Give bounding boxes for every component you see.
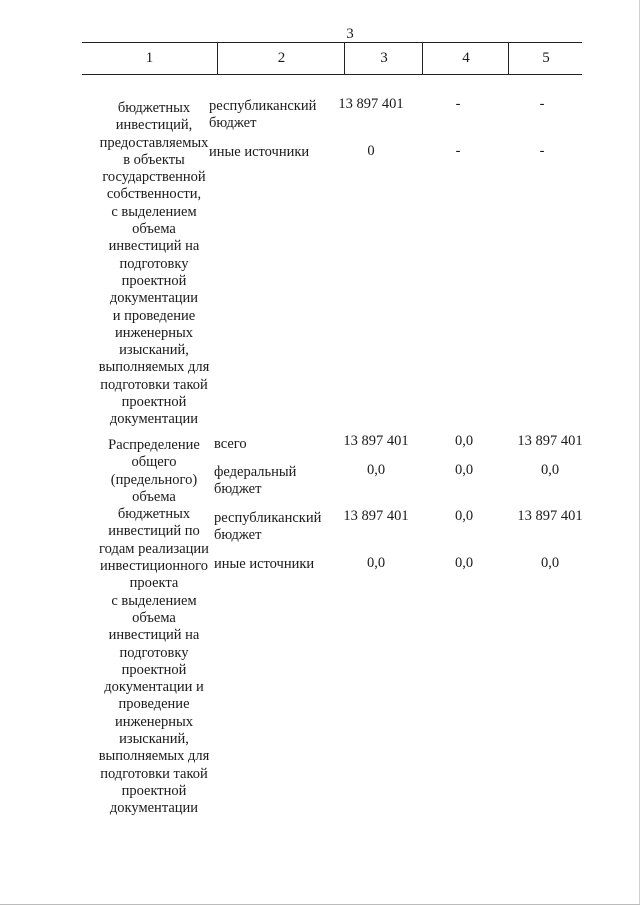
block2-desc-line: подготовки такой — [100, 765, 208, 782]
page-number-text: 3 — [346, 26, 354, 42]
block1-desc-line: проектной — [121, 272, 187, 289]
block2-desc-line: с выделением — [111, 592, 197, 609]
source-line: республиканский — [209, 98, 317, 114]
source-line: бюджет — [214, 527, 262, 544]
block2-desc-line: (предельного) — [110, 471, 198, 488]
block2-desc-line: подготовку — [119, 644, 189, 661]
block2-desc-line: годам реализации — [99, 540, 209, 557]
block2-description — [90, 437, 218, 818]
source-line: иные источники — [209, 144, 310, 160]
block2-row4-col3: 0,0 — [366, 555, 386, 571]
block2-desc-line: документации — [109, 800, 199, 817]
block1-row1-col3: 13 897 401 — [338, 96, 404, 112]
table-header-row — [82, 42, 582, 75]
source-line: бюджет — [214, 481, 262, 498]
block1-row2-source — [209, 144, 327, 161]
block2-row3-col4: 0,0 — [454, 508, 474, 524]
block2-desc-line: проектной — [121, 661, 187, 678]
block1-desc-line: и проведение — [112, 307, 196, 324]
block2-desc-line: инвестиционного — [100, 558, 208, 575]
header-col-5: 5 — [508, 43, 583, 74]
block1-row2-col4: - — [455, 143, 461, 159]
block1-desc-line: объема — [132, 221, 176, 238]
block1-desc-line: инвестиций на — [108, 238, 200, 255]
block2-desc-line: изысканий, — [119, 731, 189, 748]
header-col-4: 4 — [422, 43, 509, 74]
block2-desc-line: инвестиций по — [108, 523, 200, 540]
block1-row1-col5: - — [539, 96, 545, 112]
header-col-1: 1 — [145, 50, 154, 66]
block2-row2-col3: 0,0 — [366, 462, 386, 478]
header-col-3: 3 — [344, 43, 423, 74]
block2-row1-col5: 13 897 401 — [517, 433, 583, 449]
block2-desc-line: проведение — [118, 696, 190, 713]
block1-row1-source — [209, 98, 327, 133]
block1-desc-line: инвестиций, — [115, 117, 193, 134]
block1-desc-line: предоставляемых — [99, 134, 209, 151]
block2-desc-line: объема — [132, 609, 176, 626]
block2-row1-source — [214, 436, 332, 453]
block2-row3-col5: 13 897 401 — [517, 508, 583, 524]
block2-desc-line: проекта — [129, 575, 179, 592]
block2-desc-line: проектной — [121, 782, 187, 799]
block1-desc-line: в объекты — [123, 151, 185, 168]
block1-desc-line: инженерных — [115, 324, 193, 341]
block1-description — [90, 100, 218, 429]
block1-desc-line: государственной — [102, 169, 206, 186]
block2-row4-source — [214, 556, 332, 573]
block1-desc-line: подготовку — [119, 255, 189, 272]
block2-desc-line: выполняемых для — [98, 748, 210, 765]
block1-desc-line: изысканий, — [119, 342, 189, 359]
header-col-2: 2 — [217, 43, 345, 74]
block2-desc-line: инвестиций на — [108, 627, 200, 644]
block1-desc-line: проектной — [121, 394, 187, 411]
block2-row3-source — [214, 510, 332, 545]
block2-row2-col4: 0,0 — [454, 462, 474, 478]
page-number — [0, 26, 640, 43]
block1-desc-line: документации — [109, 411, 199, 428]
block2-row1-col4: 0,0 — [454, 433, 474, 449]
block2-row3-col3: 13 897 401 — [343, 508, 409, 524]
block2-desc-line: инженерных — [115, 713, 193, 730]
source-line: всего — [214, 436, 247, 452]
block1-row2-col3: 0 — [367, 143, 375, 159]
block2-row4-col5: 0,0 — [540, 555, 560, 571]
block1-desc-line: бюджетных — [117, 100, 191, 116]
block1-desc-line: подготовки такой — [100, 376, 208, 393]
source-line: федеральный — [214, 464, 297, 480]
block2-row2-col5: 0,0 — [540, 462, 560, 478]
block2-row2-source — [214, 464, 332, 499]
block2-row4-col4: 0,0 — [454, 555, 474, 571]
block2-desc-line: объема — [132, 488, 176, 505]
source-line: иные источники — [214, 556, 315, 572]
block2-desc-line: общего — [131, 454, 177, 471]
block2-desc-line: Распределение — [108, 437, 200, 453]
block1-row1-col4: - — [455, 96, 461, 112]
block2-row1-col3: 13 897 401 — [343, 433, 409, 449]
block1-desc-line: собственности, — [106, 186, 202, 203]
block2-desc-line: документации и — [104, 679, 204, 696]
block2-desc-line: бюджетных — [117, 506, 191, 523]
block1-desc-line: документации — [109, 290, 199, 307]
block1-desc-line: выполняемых для — [98, 359, 210, 376]
source-line: республиканский — [214, 510, 322, 526]
block1-desc-line: с выделением — [111, 203, 197, 220]
source-line: бюджет — [209, 115, 257, 132]
block1-row2-col5: - — [539, 143, 545, 159]
